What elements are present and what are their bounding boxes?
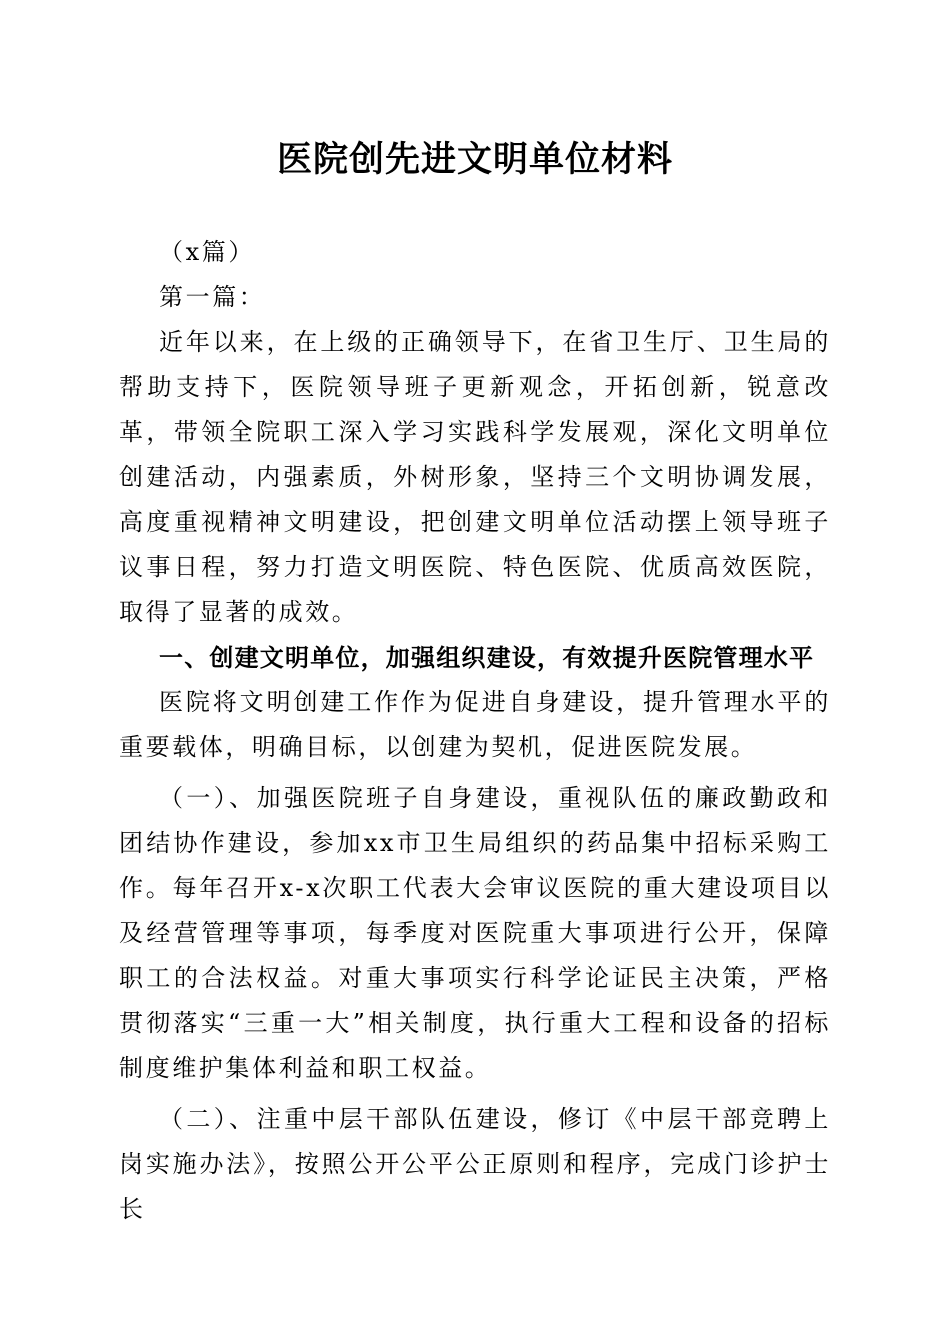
item-paragraph-2: （二）、注重中层干部队伍建设，修订《中层干部竞聘上岗实施办法》，按照公开公平公正原则和程序，完成门诊护士长 xyxy=(119,1105,831,1223)
intro-paragraph: 近年以来，在上级的正确领导下，在省卫生厅、卫生局的帮助支持下，医院领导班子更新观念，开拓创新，锐意改革，带领全院职工深入学习实践科学发展观，深化文明单位创建活动，内强素质，外树形象，坚持三个文明协调发展，高度重视精神文明建设，把创建文明单位活动摆上领导班子议事日程，努力打造文明医院、特色医院、优质高效医院，取得了显著的成效。 xyxy=(119,328,831,626)
item-paragraph-1: （一）、加强医院班子自身建设，重视队伍的廉政勤政和团结协作建设，参加xx市卫生局组织的药品集中招标采购工作。每年召开x-x次职工代表大会审议医院的重大建设项目以及经营管理等事项，每季度对医院重大事项进行公开，保障职工的合法权益。对重大事项实行科学论证民主决策，严格贯彻落实“三重一大”相关制度，执行重大工程和设备的招标制度维护集体利益和职工权益。 xyxy=(119,784,831,1082)
section-heading: 一、创建文明单位，加强组织建设，有效提升医院管理水平 xyxy=(159,643,815,672)
count-note: （x篇） xyxy=(159,238,255,266)
section-paragraph: 医院将文明创建工作作为促进自身建设，提升管理水平的重要载体，明确目标，以创建为契机，促进医院发展。 xyxy=(119,688,831,761)
document-title: 医院创先进文明单位材料 xyxy=(276,139,673,180)
part-label: 第一篇： xyxy=(159,283,266,311)
document-body xyxy=(119,230,831,1232)
